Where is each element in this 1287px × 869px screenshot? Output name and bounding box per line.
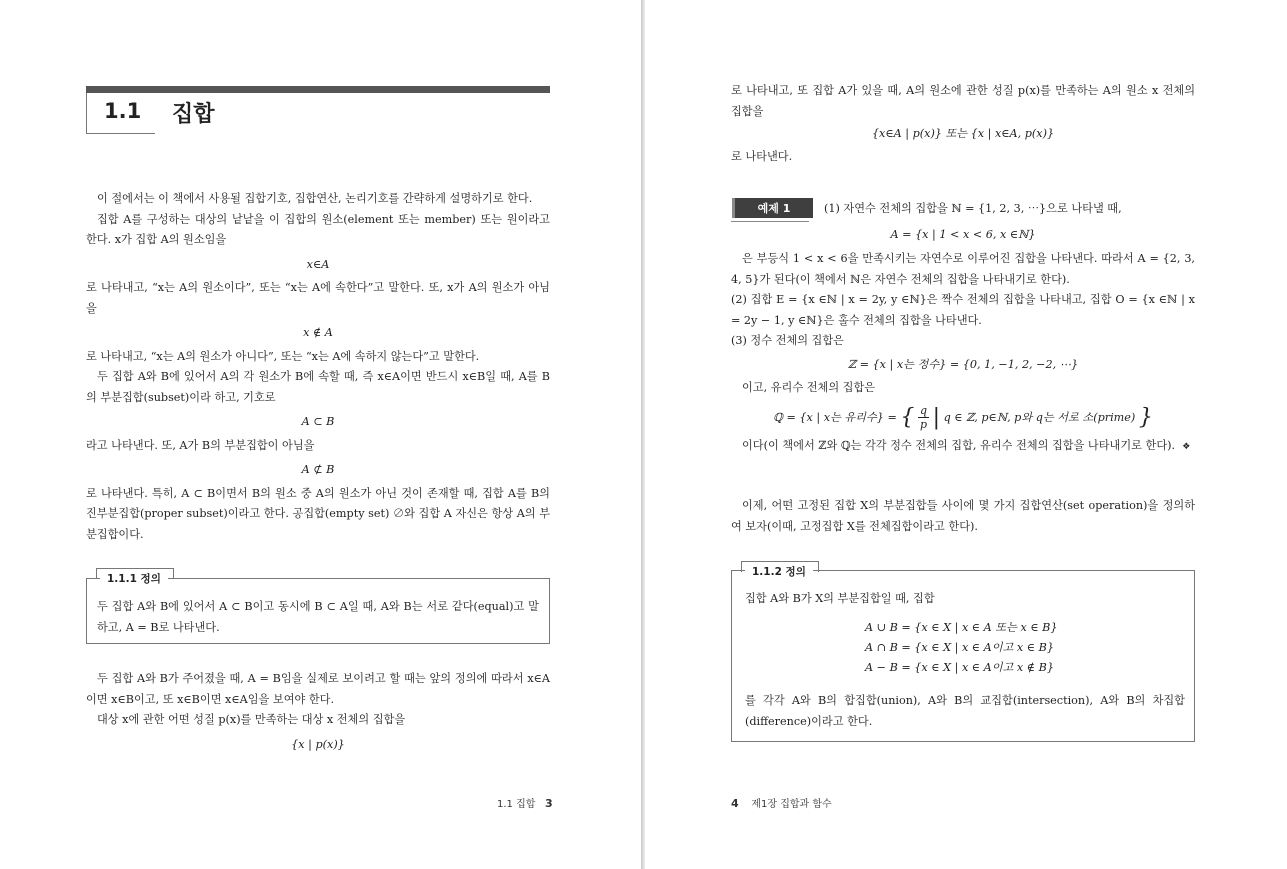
- formula-x-not-in-a: x ∉ A: [303, 326, 333, 339]
- left-page: [0, 0, 641, 869]
- example-1-intro: (1) 자연수 전체의 집합을 ℕ = {1, 2, 3, ⋯}으로 나타낼 때,: [824, 202, 1122, 215]
- paragraph-proper-subset: 로 나타낸다. 특히, A ⊂ B이면서 B의 원소 중 A의 원소가 아닌 것이 존재할 때, 집합 A를 B의 진부분집합(proper subset)이라고 한다. 공집합(empty set) ∅와 집합 A 자신은 항상 A의 부분집합이다.: [86, 486, 550, 541]
- paragraph-membership: 로 나타내고, “x는 A의 원소이다”, 또는 “x는 A에 속한다”고 말한다. 또, x가 A의 원소가 아님을: [86, 281, 550, 315]
- paragraph-element-definition: 집합 A를 구성하는 대상의 낱낱을 이 집합의 원소(element 또는 member) 또는 원이라고 한다. x가 집합 A의 원소임을: [86, 212, 550, 246]
- paragraph-continued: 로 나타내고, 또 집합 A가 있을 때, A의 원소에 관한 성질 p(x)를 만족하는 A의 원소 x 전체의 집합을: [731, 84, 1195, 118]
- example-1-text: 은 부등식 1 < x < 6을 만족시키는 자연수로 이루어진 집합을 나타낸다. 따라서 A = {2, 3, 4, 5}가 된다(이 책에서 ℕ은 자연수 전체의 집합을 나타내기로 한다).: [731, 252, 1195, 286]
- definition-2-outro: 를 각각 A와 B의 합집합(union), A와 B의 교집합(intersection), A와 B의 차집합(difference)이라고 한다.: [745, 694, 1185, 728]
- paragraph-equality-proof: 두 집합 A와 B가 주어졌을 때, A = B임을 실제로 보이려고 할 때는 앞의 정의에 따라서 x∈A이면 x∈B이고, 또 x∈B이면 x∈A임을 보여야 한다.: [86, 672, 550, 706]
- example-3-formula-integers: ℤ = {x | x는 정수} = {0, 1, −1, 2, −2, ⋯}: [847, 357, 1079, 371]
- left-body-top: [86, 189, 550, 545]
- definition-2-intro: 집합 A와 B가 X의 부분집합일 때, 집합: [745, 592, 935, 605]
- definition-label-1: 1.1.1 정의: [100, 571, 168, 586]
- left-page-number: 3: [544, 797, 553, 810]
- example-3-mid: 이고, 유리수 전체의 집합은: [742, 381, 876, 394]
- example-3-end-text: 이다(이 책에서 ℤ와 ℚ는 각각 정수 전체의 집합, 유리수 전체의 집합을 나타내기로 한다).: [742, 438, 1176, 452]
- left-page-folio: [497, 795, 553, 810]
- example-1-formula: A = {x | 1 < x < 6, x ∈ℕ}: [890, 227, 1036, 241]
- section-title: 집합: [172, 102, 215, 127]
- right-running-head: 제1장 집합과 함수: [751, 799, 832, 810]
- paragraph-set-builder: 대상 x에 관한 어떤 성질 p(x)를 만족하는 대상 x 전체의 집합을: [97, 713, 406, 726]
- formula-set-builder-a: {x∈A | p(x)} 또는 {x | x∈A, p(x)}: [871, 127, 1055, 140]
- rationals-condition: q ∈ ℤ, p∈ℕ, p와 q는 서로 소(prime): [943, 410, 1136, 424]
- end-of-example-mark: ❖: [1182, 441, 1191, 452]
- paragraph-non-membership: 로 나타내고, “x는 A의 원소가 아니다”, 또는 “x는 A에 속하지 않는다”고 말한다.: [86, 349, 480, 363]
- formula-subset: A ⊂ B: [301, 415, 335, 428]
- section-header-bar: [86, 86, 550, 93]
- vertical-bar: |: [932, 404, 940, 430]
- paragraph-set-operations: 이제, 어떤 고정된 집합 X의 부분집합들 사이에 몇 가지 집합연산(set operation)을 정의하여 보자(이때, 고정집합 X를 전체집합이라고 한다).: [731, 499, 1195, 533]
- section-number: 1.1: [104, 99, 142, 123]
- example-2-text: (2) 집합 E = {x ∈ℕ | x = 2y, y ∈ℕ}은 짝수 전체의 집합을 나타내고, 집합 O = {x ∈ℕ | x = 2y − 1, y ∈ℕ}은 홀수 전체의 집합을 나타낸다.: [731, 293, 1195, 327]
- left-body-bottom: [86, 669, 550, 758]
- paragraph-represent: 로 나타낸다.: [731, 149, 793, 163]
- right-page: [645, 0, 1287, 869]
- formula-union: A ∪ B = {x ∈ X | x ∈ A 또는 x ∈ B}: [865, 621, 1058, 634]
- left-running-head: 1.1 집합: [497, 799, 536, 810]
- formula-intersection: A ∩ B = {x ∈ X | x ∈ A이고 x ∈ B}: [865, 641, 1054, 654]
- paragraph-intro: 이 절에서는 이 책에서 사용될 집합기호, 집합연산, 논리기호를 간략하게 설명하기로 한다.: [97, 192, 533, 205]
- example-3-intro: (3) 정수 전체의 집합은: [731, 334, 844, 347]
- example-badge: 예제 1: [732, 198, 813, 218]
- rationals-lhs: ℚ = {x | x는 유리수} =: [773, 410, 897, 424]
- formula-set-builder: {x | p(x)}: [291, 737, 345, 751]
- fraction-denominator: p: [919, 418, 928, 431]
- right-body-middle: [731, 496, 1195, 537]
- example-3-end: [731, 436, 1195, 458]
- left-brace: {: [900, 404, 915, 430]
- paragraph-subset: 두 집합 A와 B에 있어서 A의 각 원소가 B에 속할 때, 즉 x∈A이면 반드시 x∈B일 때, A를 B의 부분집합(subset)이라 하고, 기호로: [86, 370, 550, 404]
- right-page-folio: [731, 795, 832, 810]
- fraction-numerator: q: [919, 404, 928, 417]
- formula-difference: A − B = {x ∈ X | x ∈ A이고 x ∉ B}: [865, 661, 1054, 674]
- definition-text-1: 두 집합 A와 B에 있어서 A ⊂ B이고 동시에 B ⊂ A일 때, A와 B는 서로 같다(equal)고 말하고, A = B로 나타낸다.: [97, 600, 539, 634]
- right-body-top: [731, 81, 1195, 167]
- example-body: [731, 199, 1195, 457]
- right-brace: }: [1138, 404, 1153, 430]
- formula-x-in-a: x∈A: [306, 257, 330, 271]
- definition-2-formulas: [865, 618, 1185, 678]
- paragraph-not-subset: 라고 나타낸다. 또, A가 B의 부분집합이 아님을: [86, 438, 315, 452]
- example-3-formula-rationals: [731, 402, 1195, 434]
- fraction-q-over-p: [918, 404, 929, 431]
- formula-not-subset: A ⊄ B: [301, 463, 335, 476]
- definition-label-2: 1.1.2 정의: [745, 564, 813, 579]
- right-page-number: 4: [731, 797, 739, 810]
- definition-text-2: [745, 588, 1185, 732]
